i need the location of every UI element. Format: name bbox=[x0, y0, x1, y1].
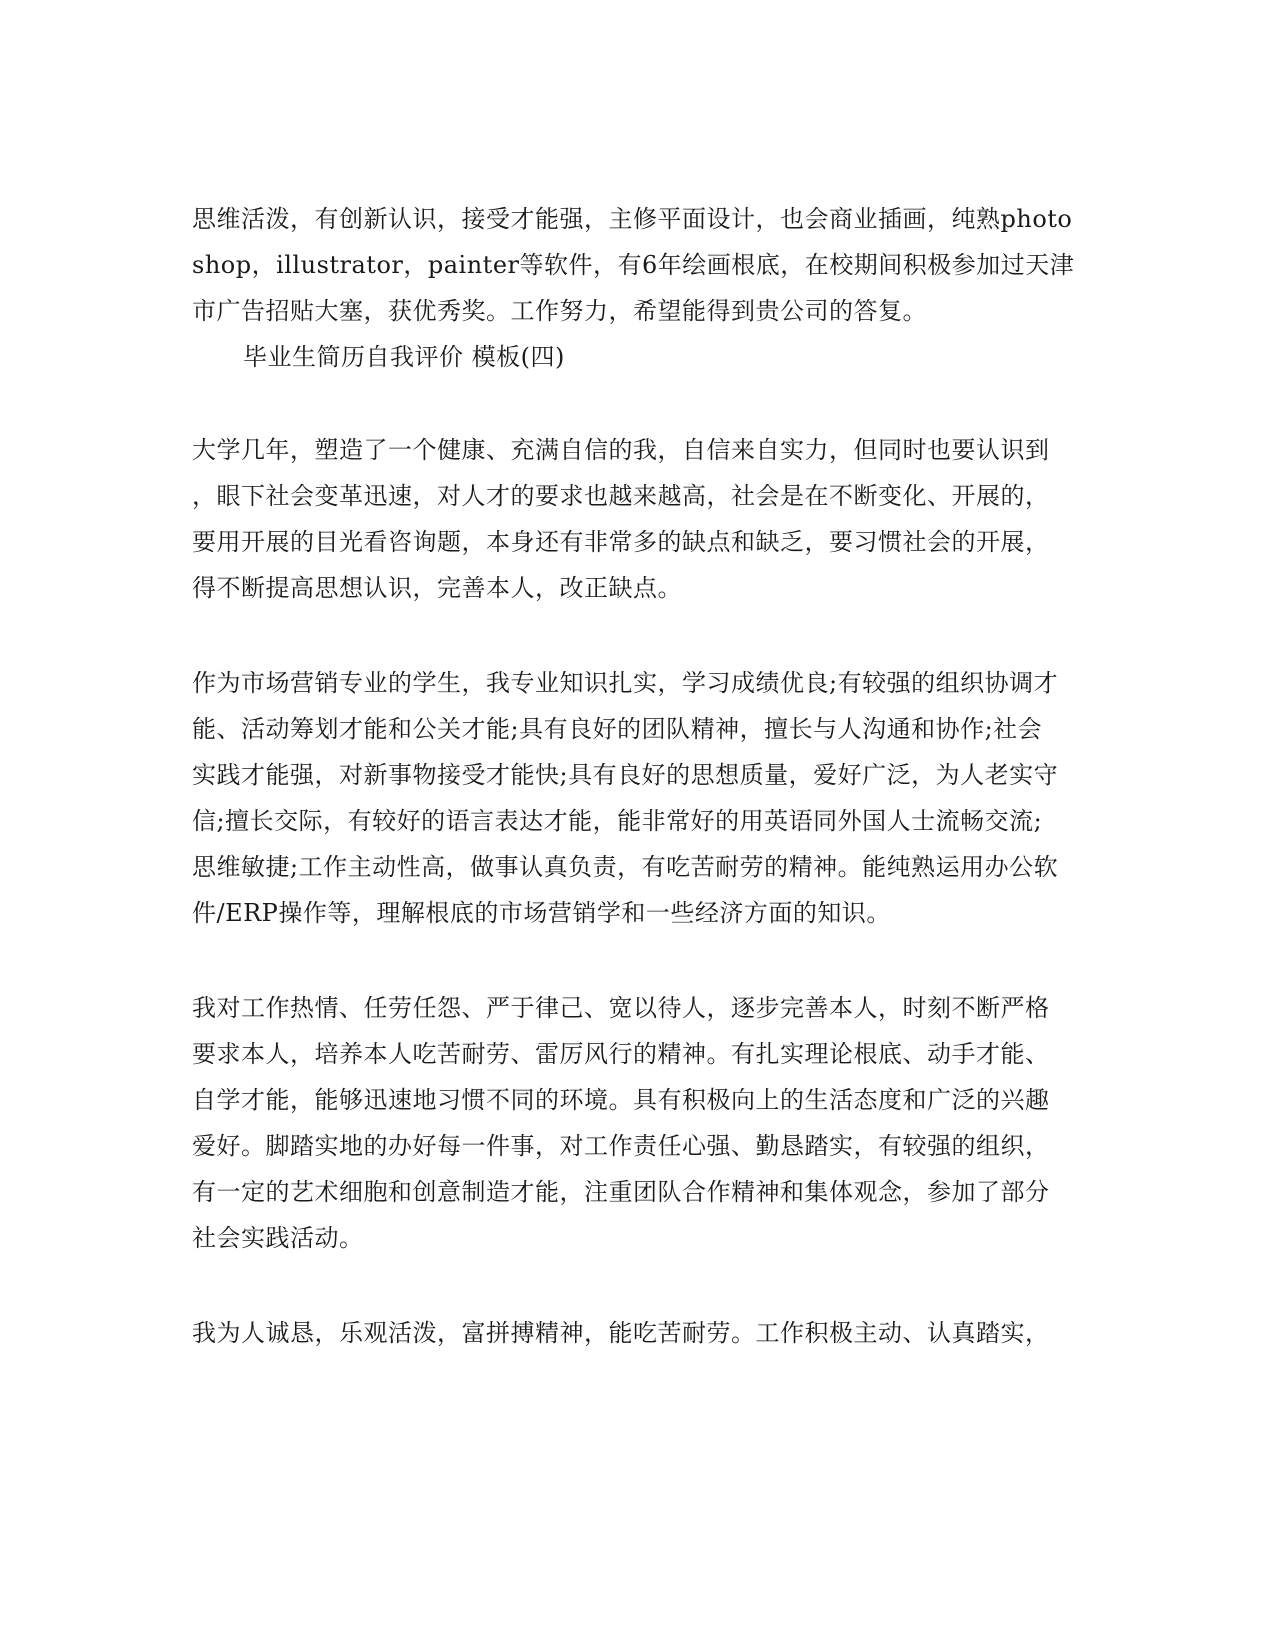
paragraph-line: 我对工作热情、任劳任怨、严于律己、宽以待人，逐步完善本人，时刻不断严格 bbox=[192, 994, 1050, 1022]
paragraph-line: 作为市场营销专业的学生，我专业知识扎实，学习成绩优良;有较强的组织协调才 bbox=[192, 669, 1059, 697]
paragraph-line: 要用开展的目光看咨询题，本身还有非常多的缺点和缺乏，要习惯社会的开展， bbox=[192, 528, 1050, 556]
paragraph-line: 市广告招贴大塞，获优秀奖。工作努力，希望能得到贵公司的答复。 bbox=[192, 297, 927, 325]
section-heading: 毕业生简历自我评价 模板(四) bbox=[243, 343, 565, 371]
paragraph-line: 信;擅长交际，有较好的语言表达才能，能非常好的用英语同外国人士流畅交流; bbox=[192, 807, 1043, 835]
paragraph-line: ，眼下社会变革迅速，对人才的要求也越来越高，社会是在不断变化、开展的， bbox=[192, 482, 1050, 510]
paragraph-line: shop，illustrator，painter等软件，有6年绘画根底，在校期间积极参加过天津 bbox=[192, 251, 1075, 279]
paragraph-line: 实践才能强，对新事物接受才能快;具有良好的思想质量，爱好广泛，为人老实守 bbox=[192, 761, 1059, 789]
paragraph-line: 思维活泼，有创新认识，接受才能强，主修平面设计，也会商业插画，纯熟photo bbox=[192, 205, 1073, 233]
paragraph-line: 大学几年，塑造了一个健康、充满自信的我，自信来自实力，但同时也要认识到 bbox=[192, 436, 1050, 464]
paragraph-line: 得不断提高思想认识，完善本人，改正缺点。 bbox=[192, 574, 682, 602]
paragraph-line: 社会实践活动。 bbox=[192, 1224, 364, 1252]
paragraph-line: 要求本人，培养本人吃苦耐劳、雷厉风行的精神。有扎实理论根底、动手才能、 bbox=[192, 1040, 1050, 1068]
paragraph-line: 件/ERP操作等，理解根底的市场营销学和一些经济方面的知识。 bbox=[192, 899, 891, 927]
paragraph-line: 爱好。脚踏实地的办好每一件事，对工作责任心强、勤恳踏实，有较强的组织， bbox=[192, 1132, 1050, 1160]
paragraph-line: 思维敏捷;工作主动性高，做事认真负责，有吃苦耐劳的精神。能纯熟运用办公软 bbox=[192, 853, 1059, 881]
paragraph-line: 我为人诚恳，乐观活泼，富拼搏精神，能吃苦耐劳。工作积极主动、认真踏实， bbox=[192, 1319, 1050, 1347]
paragraph-line: 有一定的艺术细胞和创意制造才能，注重团队合作精神和集体观念，参加了部分 bbox=[192, 1178, 1050, 1206]
paragraph-line: 自学才能，能够迅速地习惯不同的环境。具有积极向上的生活态度和广泛的兴趣 bbox=[192, 1086, 1050, 1114]
paragraph-line: 能、活动筹划才能和公关才能;具有良好的团队精神，擅长与人沟通和协作;社会 bbox=[192, 715, 1043, 743]
